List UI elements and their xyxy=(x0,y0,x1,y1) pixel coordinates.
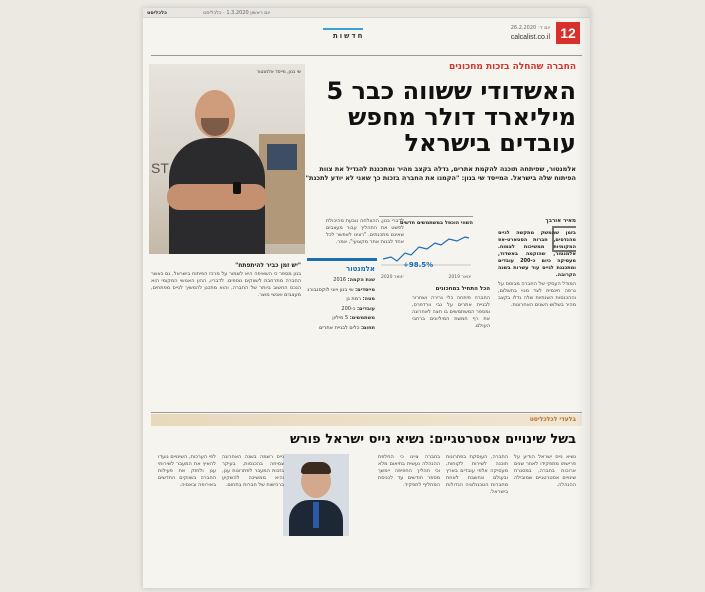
masthead xyxy=(143,18,590,52)
column-3-text: לדברי בנון, ההצלחה נובעת מהיכולת לפשט את התהליך עבור מעצבים שאינם מתכנתים. "רצינו לאפשר לכל אחד לבנות אתר מקצועי", אמר. xyxy=(326,218,404,245)
chart-axis-start: ינואר 2019 xyxy=(448,275,471,280)
section-divider xyxy=(151,412,582,413)
page-shadow xyxy=(576,8,590,588)
fact-row xyxy=(307,315,375,322)
fact-value: 2016 xyxy=(333,277,347,283)
article-headline: האשדודי ששווה כבר 5 מיליארד דולר מחפש עובדים בישראל xyxy=(326,77,576,157)
column-1-text: בזמן שהמשק מתקשה לגייס מהנדסים, חברות הסטארט-אפ המקומיות ממשיכות לצמוח. אלמנטור, שהוקמה באשדוד, מעסיקה כיום כ-200 עובדים ומתכננת לגייס עוד עשרות בשנה הקרובה. xyxy=(498,230,576,278)
chart-box xyxy=(379,216,473,282)
second-column-1-text: נשיא נייס ישראל הודיע על פרישתו מתפקידו לאחר שנים ארוכות בחברה, במסגרת שינויים אסטרטגיים שמובילה ההנהלה. xyxy=(514,454,576,488)
chart-title: השווי הוכפל במשתמשים חדשים xyxy=(399,220,473,226)
second-column-1 xyxy=(514,454,576,580)
newspaper-page xyxy=(143,8,590,588)
mini-headline: הכל התחיל במחכונים xyxy=(435,286,490,292)
photo-watch xyxy=(233,182,241,194)
second-column-5 xyxy=(158,454,216,580)
column-2-text: החברה פיתחה כלי גרירה ושחרור לבניית אתרים על גבי וורדפרס, ומספר המשתמשים בו חצה לאחרונה את רף חמשת המיליונים ברחבי העולם. xyxy=(412,295,490,329)
fact-row xyxy=(307,306,375,313)
chart-axis-end: ינואר 2020 xyxy=(381,275,404,280)
site-date: יום ד׳ 26.2.2020 xyxy=(510,25,550,31)
fact-value: כלים לבניית אתרים xyxy=(319,324,360,331)
section-rule xyxy=(323,28,363,30)
portrait-tie xyxy=(313,502,319,528)
column-1-text-2: המודל העסקי של החברה מבוסס על גרסה חינמית לצד מנוי בתשלום, וההכנסות השנתיות שלה גדלו בקצב מהיר בשלוש השנים האחרונות. xyxy=(498,281,576,308)
article-column-1 xyxy=(498,230,576,420)
byline: מאיר אורבך xyxy=(545,218,576,224)
second-column-2-text: החברה, העוסקת בפתרונות תוכנה לשירות לקוחות, מעסיקה אלפי עובדים בארץ ובעולם ונחשבת לאחת מחברות הטכנולוגיה הגדולות בישראל. xyxy=(446,454,508,495)
second-column-4-text: נייס רשמה בשנה האחרונה צמיחה בהכנסות, בעיקר בזכות המעבר לפתרונות ענן, והיא ממשיכה להשקיע ברכישות של חברות בתחום. xyxy=(222,454,284,488)
fact-row xyxy=(307,296,375,303)
article-photo xyxy=(149,64,305,254)
fact-key: עובדים: xyxy=(357,305,375,312)
second-column-4 xyxy=(222,454,284,580)
label-strip xyxy=(151,414,582,426)
second-column-2 xyxy=(446,454,508,580)
photo-screen xyxy=(267,144,297,170)
masthead-divider xyxy=(151,55,582,56)
fact-key: מטה: xyxy=(362,296,375,302)
article-column-2 xyxy=(412,284,490,404)
fact-box-title: אלמנטור xyxy=(346,265,375,273)
second-headline: בשל שינויים אסטרטגיים: נשיא נייס ישראל פורש xyxy=(289,432,576,447)
brand-logo: כלכליסט xyxy=(147,10,167,16)
fact-key: מייסדים: xyxy=(355,286,375,293)
side-text: בנון מספר כי השאיפה היא לשמור על מרכז הפיתוח בישראל, גם כאשר החברה מתרחבת לשווקים נוספים. לדבריו, ההון האנושי המקומי הוא הנכס החשוב ביותר של החברה, והוא מתכנן להמשיך לגייס מפתחים, מעצבים ואנשי מוצר. xyxy=(151,271,301,298)
fact-key: תחום: xyxy=(360,324,375,331)
site-url: calcalist.co.il xyxy=(510,34,550,41)
fact-value: כ-200 xyxy=(341,305,356,312)
second-column-5-text: לפי הערכות, השינויים נועדו להאיץ את המעבר לשירותי ענן ולחזק את פעילות החברה בשווקים החדשים באירופה ובאסיה. xyxy=(158,454,216,488)
fact-value: שי בנון ויוני לוקסנבורג xyxy=(307,286,354,293)
section-name: חדשות xyxy=(333,32,365,40)
dateline: יום ראשון 1.3.2020 · כלכליסט xyxy=(203,10,271,16)
second-column-3-text: בחברה ציינו כי החלפת ההנהלה נעשית בתיאום מלא וכי תהליך החפיפה יימשך מספר חודשים עד לכניסת המחליף לתפקיד. xyxy=(378,454,440,488)
fact-row xyxy=(307,325,375,332)
portrait-hair xyxy=(301,462,331,474)
side-headline: "יש זמן כביר להיתפתח" xyxy=(235,262,301,269)
fact-value: 5 מיליון xyxy=(332,315,349,321)
top-strip xyxy=(143,8,590,18)
fact-box xyxy=(307,258,377,406)
article-subhead: אלמנטור, שפיתחה תוכנה להקמת אתרים, גדלה בקצב מהיר ומתכננת להגדיל את צוות הפיתוח שלה בישראל. המייסד שי בנון: "הקמנו את החברה בזכות כך שאני לא יודע לתכנת" xyxy=(305,165,576,182)
fact-row xyxy=(307,287,375,294)
second-column-3 xyxy=(378,454,440,580)
chart-value-label: +98.5% xyxy=(403,261,434,269)
exclusive-label: בלעדי לכלכליסט xyxy=(529,416,576,423)
fact-row xyxy=(307,277,375,284)
fact-key: משתמשים: xyxy=(349,315,375,321)
article-kicker: החברה שהחלה בזכות מחכונים xyxy=(449,62,576,72)
fact-value: רמת גן xyxy=(346,296,361,302)
side-column xyxy=(151,260,301,406)
page-number: 12 xyxy=(556,22,580,44)
portrait-photo xyxy=(283,454,349,536)
fact-key: שנת הקמה: xyxy=(347,277,375,283)
photo-person-arms xyxy=(167,184,267,210)
photo-letters: ST xyxy=(151,160,169,176)
photo-caption: שי בנון, מייסד אלמנטור xyxy=(256,70,301,75)
